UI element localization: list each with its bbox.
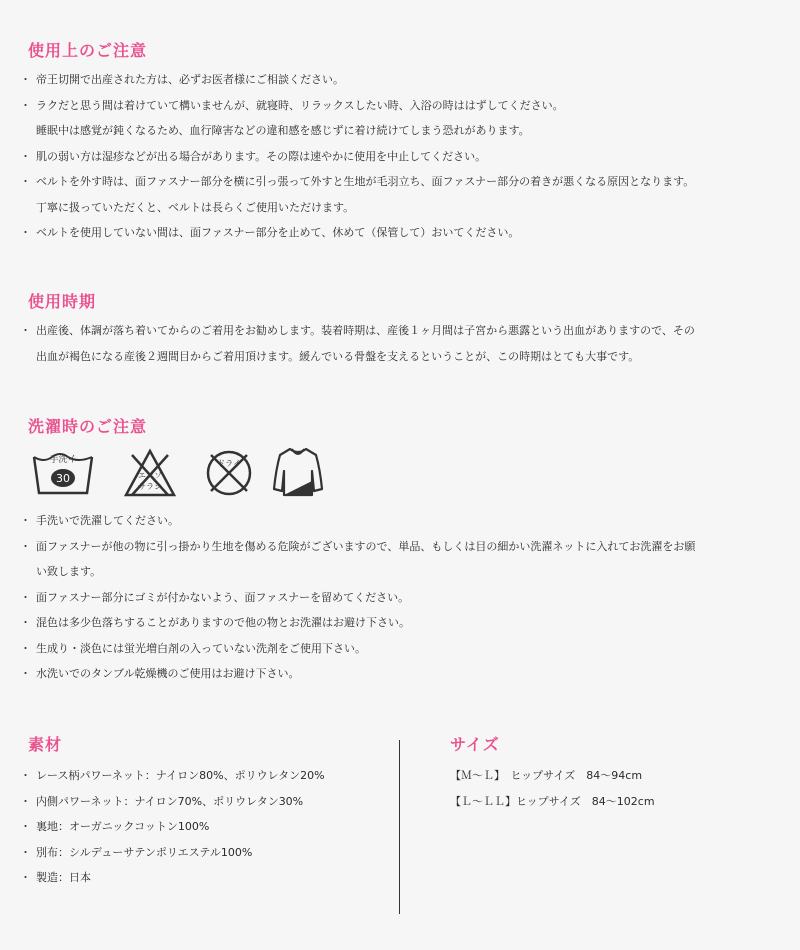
size-row: 【Ｍ～Ｌ】 ヒップサイズ 84～94cm	[450, 769, 643, 782]
material-item: ・ 内側パワーネット：ナイロン70%、ポリウレタン30%	[20, 789, 325, 815]
no-bleach-icon	[122, 445, 178, 501]
washing-item: ・ 生成り・淡色には蛍光増白剤の入っていない洗剤をご使用下さい。	[20, 636, 695, 662]
washing-item: ・ 水洗いでのタンブル乾燥機のご使用はお避け下さい。	[20, 661, 695, 687]
washing-item: ・ 手洗いで洗濯してください。	[20, 508, 695, 534]
material-item: ・ レース柄パワーネット：ナイロン80%、ポリウレタン20%	[20, 763, 325, 789]
section-divider	[399, 740, 400, 914]
hand-wash-label: 手洗イ	[49, 455, 77, 465]
caution-heading: 使用上のご注意	[28, 41, 148, 60]
caution-item: ・ 帝王切開で出産された方は、必ずお医者様にご相談ください。	[20, 67, 694, 93]
size-heading: サイズ	[450, 735, 500, 754]
washing-heading: 洗濯時のご注意	[28, 417, 148, 436]
period-item: ・ 出産後、体調が落ち着いてからのご着用をお勧めします。装着時期は、産後１ヶ月間は子宮から悪露という出血がありますので、その	[20, 318, 695, 344]
washing-item: ・ 面ファスナーが他の物に引っ掛かり生地を傷める危険がございますので、単品、もしくは目の細かい洗濯ネットに入れてお洗濯をお願	[20, 534, 695, 560]
caution-list	[20, 67, 694, 246]
caution-item: ・ ベルトを使用していない間は、面ファスナー部分を止めて、休めて（保管して）おいてください。	[20, 220, 694, 246]
garment-press-icon	[270, 445, 326, 501]
washing-item-continued: い致します。	[36, 565, 102, 578]
bleach-label-1: エンソ	[138, 471, 162, 480]
period-heading: 使用時期	[28, 292, 97, 311]
caution-item-continued: 丁寧に扱っていただくと、ベルトは長らくご使用いただけます。	[36, 200, 355, 214]
washing-item: ・ 混色は多少色落ちすることがありますので他の物とお洗濯はお避け下さい。	[20, 610, 695, 636]
caution-item-continued: 睡眠中は感覚が鈍くなるため、血行障害などの違和感を感じずに着け続けてしまう恐れがあります。	[36, 124, 530, 137]
material-item: ・ 別布：シルデューサテンポリエステル100%	[20, 840, 325, 866]
size-list	[450, 763, 655, 814]
washing-list	[20, 508, 695, 687]
washing-item: ・ 面ファスナー部分にゴミが付かないよう、面ファスナーを留めてください。	[20, 585, 695, 611]
dryclean-label: ドライ	[217, 459, 241, 468]
material-item: ・ 製造：日本	[20, 865, 325, 891]
hand-wash-temp: 30	[56, 472, 70, 485]
period-item-continued: 出血が褐色になる産後２週間目からご着用頂けます。緩んでいる骨盤を支えるということが、この時期はとても大事です。	[36, 349, 640, 363]
caution-item: ・ ラクだと思う間は着けていて構いませんが、就寝時、リラックスしたい時、入浴の時ははずしてください。	[20, 93, 694, 119]
material-list	[20, 763, 325, 891]
bleach-label-2: サラシ	[138, 482, 162, 491]
period-list	[20, 318, 695, 369]
no-dryclean-icon	[202, 445, 258, 501]
hand-wash-icon	[30, 445, 96, 501]
size-row: 【Ｌ～ＬＬ】ヒップサイズ 84～102cm	[450, 794, 655, 808]
material-heading: 素材	[28, 735, 63, 754]
caution-item: ・ ベルトを外す時は、面ファスナー部分を横に引っ張って外すと生地が毛羽立ち、面ファスナー部分の着きが悪くなる原因となります。	[20, 169, 694, 195]
material-item: ・ 裏地：オーガニックコットン100%	[20, 814, 325, 840]
caution-item: ・ 肌の弱い方は湿疹などが出る場合があります。その際は速やかに使用を中止してください。	[20, 144, 694, 170]
